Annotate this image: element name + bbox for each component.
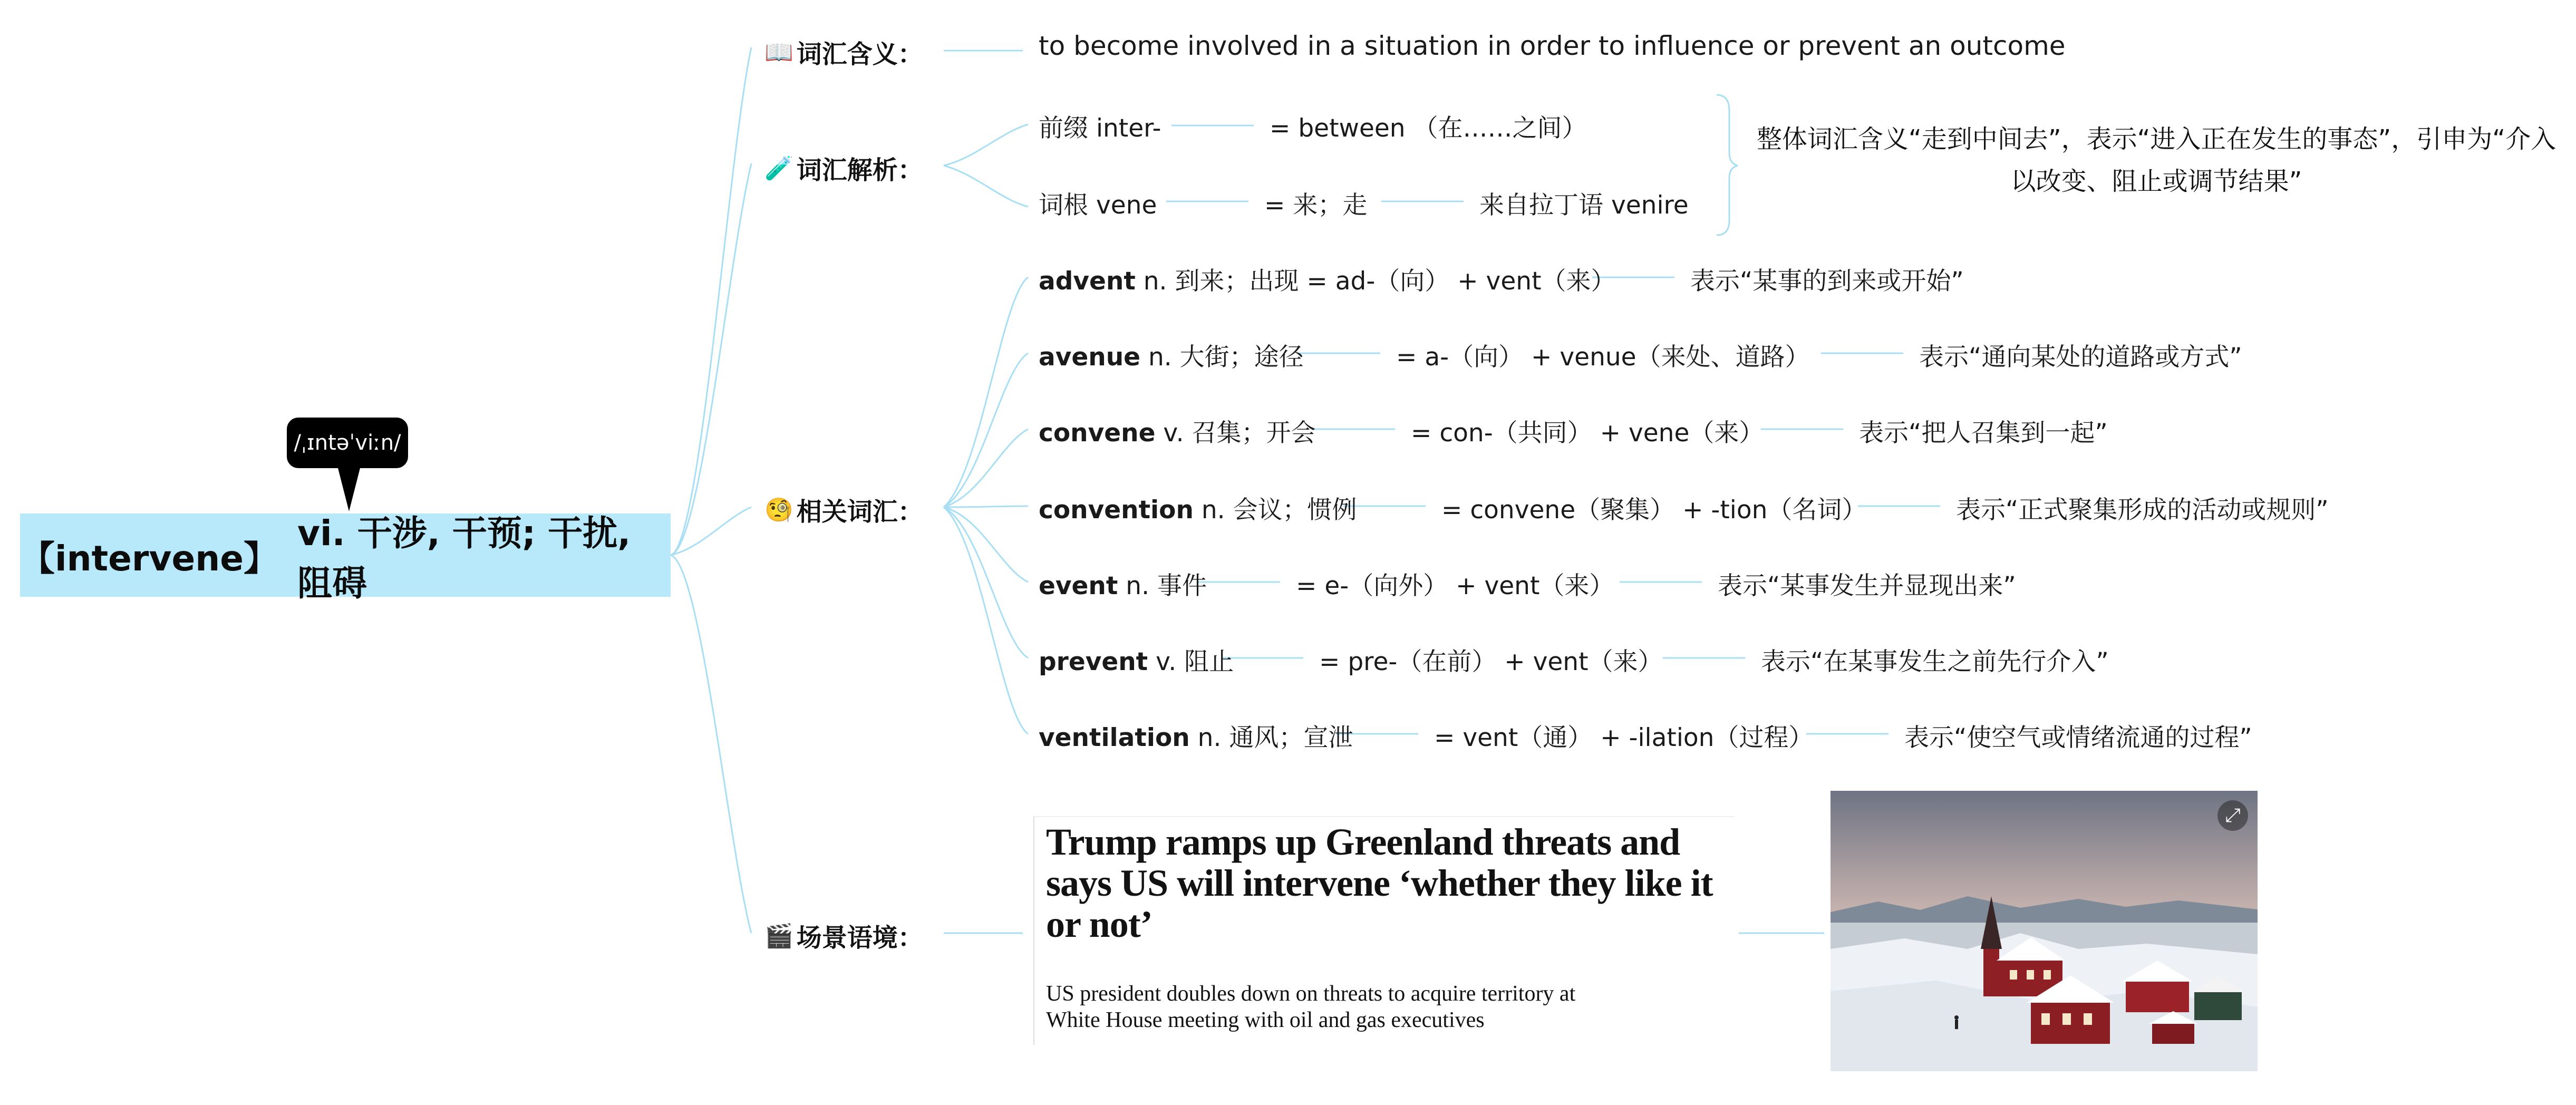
related-gloss: n. 事件 (1126, 571, 1207, 600)
related-note[interactable]: 表示“某事的到来或开始” (1690, 267, 1964, 296)
related-word: event (1039, 571, 1118, 600)
related-item-ventilation[interactable] (1039, 718, 1353, 753)
root-morpheme-meaning[interactable]: = 来；走 (1264, 191, 1368, 220)
root-definition: vi. 干涉, 干预; 干扰, 阻碍 (297, 513, 631, 604)
clapper-board-icon: 🎬 (764, 922, 793, 949)
expand-icon[interactable]: ⤢ (2217, 800, 2248, 831)
greenland-photo[interactable] (1831, 791, 2258, 1071)
related-gloss: n. 通风；宣泄 (1197, 723, 1353, 752)
related-note[interactable]: 表示“通向某处的道路或方式” (1919, 343, 2242, 372)
branch-related[interactable] (764, 491, 923, 528)
book-icon: 📖 (764, 38, 793, 66)
related-item-avenue[interactable] (1039, 337, 1304, 373)
related-word: ventilation (1039, 723, 1190, 752)
branch-analysis[interactable] (764, 150, 923, 186)
analysis-summary[interactable]: 整体词汇含义“走到中间去”，表示“进入正在发生的事态”，引申为“介入以改变、阻止或调节结果” (1756, 124, 2556, 196)
related-note[interactable]: 表示“正式聚集形成的活动或规则” (1956, 496, 2329, 525)
test-tube-icon: 🧪 (764, 154, 793, 182)
branch-context-label: 场景语境： (796, 923, 923, 953)
related-gloss: n. 到来；出现 = ad-（向） + vent（来） (1143, 267, 1616, 296)
related-gloss: v. 阻止 (1156, 647, 1234, 676)
meaning-text[interactable]: to become involved in a situation in order to influence or prevent an outcome (1039, 31, 2066, 61)
prefix-node[interactable] (1039, 109, 1161, 144)
related-item-prevent[interactable] (1039, 642, 1234, 677)
related-note[interactable]: 表示“使空气或情绪流通的过程” (1904, 723, 2252, 752)
news-clipping[interactable] (1033, 816, 1735, 1045)
thinking-face-icon: 🧐 (764, 496, 793, 524)
related-formula[interactable]: = vent（通） + -ilation（过程） (1434, 723, 1814, 752)
related-item-advent[interactable] (1039, 261, 1616, 297)
related-formula[interactable]: = a-（向） + venue（来处、道路） (1396, 343, 1810, 372)
related-word: convention (1039, 496, 1194, 525)
news-headline: Trump ramps up Greenland threats and says US will intervene ‘whether they like it or not’ (1046, 821, 1713, 945)
branch-context[interactable] (764, 917, 923, 954)
related-formula[interactable]: = convene（聚集） + -tion（名词） (1441, 496, 1867, 525)
related-gloss: n. 会议；惯例 (1201, 496, 1357, 525)
related-formula[interactable]: = e-（向外） + vent（来） (1296, 571, 1614, 600)
related-word: convene (1039, 419, 1156, 448)
root-node[interactable] (20, 513, 671, 604)
prefix-name: 前缀 inter- (1039, 114, 1161, 143)
related-note[interactable]: 表示“某事发生并显现出来” (1718, 571, 2016, 600)
prefix-meaning[interactable]: = between （在……之间） (1270, 114, 1587, 143)
root-morpheme-node[interactable]: 词根 vene (1039, 191, 1157, 220)
related-formula[interactable]: = con-（共同） + vene（来） (1411, 419, 1764, 448)
phonetic-text: /ˌɪntəˈviːn/ (294, 431, 401, 455)
related-note[interactable]: 表示“把人召集到一起” (1859, 419, 2108, 448)
root-word: 【intervene】 (20, 538, 279, 579)
photo-illustration (1831, 791, 2258, 1071)
branch-meaning[interactable] (764, 34, 923, 70)
related-item-convention[interactable] (1039, 490, 1357, 526)
branch-meaning-label: 词汇含义： (796, 40, 923, 69)
related-gloss: n. 大街；途径 (1148, 343, 1304, 372)
news-subheadline: US president doubles down on threats to acquire territory at White House meeting with oil and gas executives (1046, 982, 1576, 1032)
branch-related-label: 相关词汇： (796, 497, 923, 527)
related-gloss: v. 召集；开会 (1163, 419, 1316, 448)
related-word: avenue (1039, 343, 1141, 372)
branch-analysis-label: 词汇解析： (796, 156, 923, 185)
root-morpheme-origin[interactable]: 来自拉丁语 venire (1479, 191, 1689, 220)
related-item-convene[interactable] (1039, 413, 1315, 449)
related-word: advent (1039, 267, 1136, 296)
related-item-event[interactable] (1039, 566, 1207, 602)
related-note[interactable]: 表示“在某事发生之前先行介入” (1761, 647, 2109, 676)
related-word: prevent (1039, 647, 1148, 676)
phonetic-bubble (287, 418, 408, 468)
related-formula[interactable]: = pre-（在前） + vent（来） (1319, 647, 1663, 676)
